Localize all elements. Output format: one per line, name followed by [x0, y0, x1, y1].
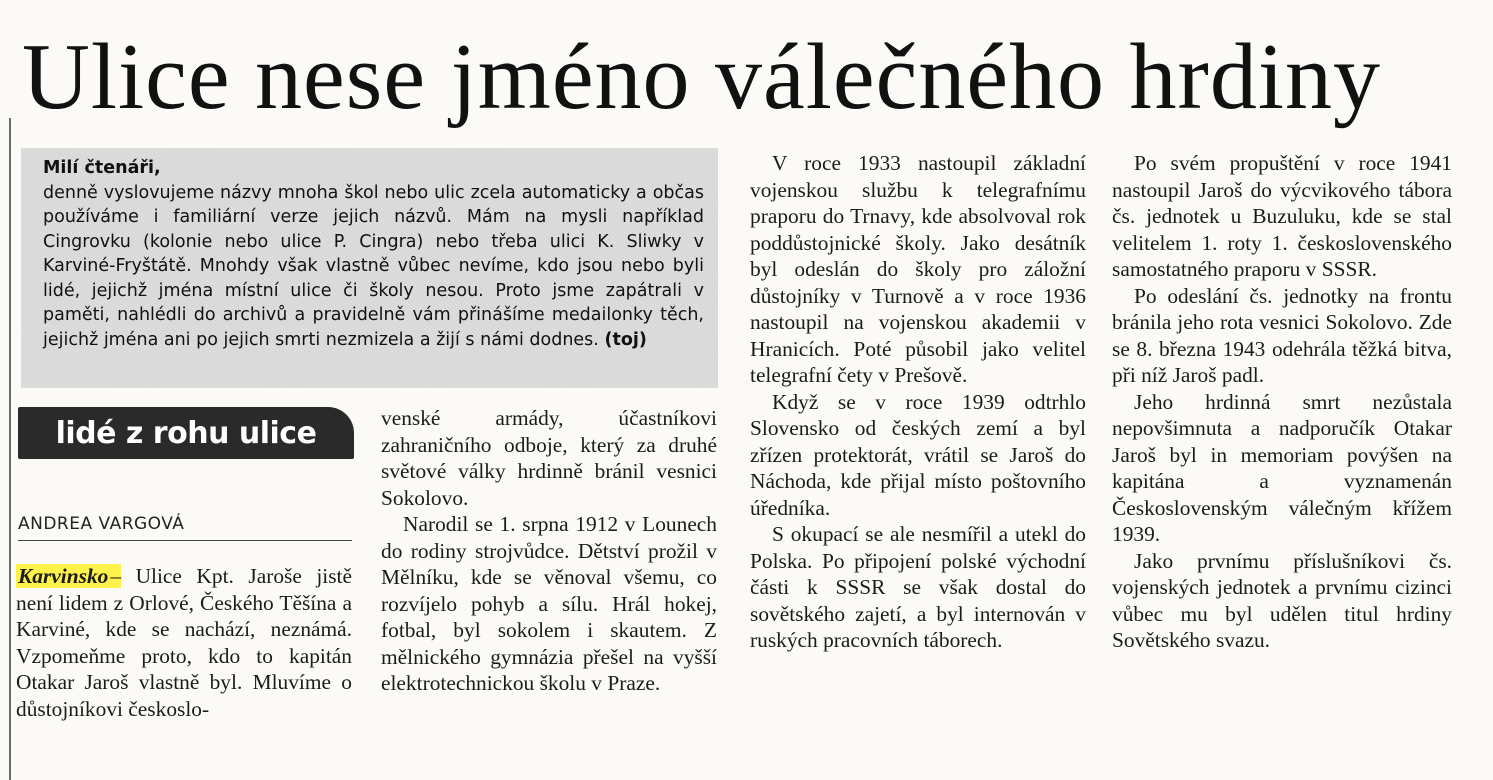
- byline: ANDREA VARGOVÁ: [18, 514, 185, 534]
- paragraph-sokolovo: Po odeslání čs. jednotky na frontu bránila jeho rota vesnici Sokolovo. Zde se 8. března 1943 odehrála těžká bitva, při níž Jaroš padl.: [1112, 283, 1452, 387]
- intro-greeting: Milí čtenáři,: [43, 158, 161, 178]
- lead-text-part-1: Ulice Kpt. Jaroše jistě není lidem z Orlové, Českého Těšína a Karviné, kde se nachází, neznámá. Vzpomeňme proto, kdo to kapitán Otakar Jaroš vlastně byl. Mluvíme o důstojníkovi českoslo-: [16, 564, 352, 721]
- headline: Ulice nese jméno válečného hrdiny: [22, 25, 1381, 129]
- paragraph-buzuluk: Po svém propuštění v roce 1941 nastoupil Jaroš do výcvikového tábora čs. jednotek u Buzuluku, kde se stal velitelem 1. roty 1. československého samostatného praporu v SSSR.: [1112, 151, 1452, 281]
- byline-rule: [18, 540, 352, 541]
- intro-signature: (toj): [604, 329, 647, 350]
- intro-body: denně vyslovujeme názvy mnoha škol nebo ulic zcela automaticky a občas používáme i familiární verze jejich názvů. Mám na mysli například Cingrovku (kolonie nebo ulice P. Cingra) nebo třeba ulici K. Sliwky v Karviné-Fryštátě. Mnohdy však vlastně vůbec nevíme, kdo jsou nebo byli lidé, jejichž jména místní ulice či školy nesou. Proto jsme zapátrali v paměti, nahlédli do archivů a pravidelně vám přinášíme medailonky těch, jejichž jména ani po jejich smrti nezmizela a žijí s námi dodnes.: [43, 182, 704, 350]
- intro-box: [21, 148, 718, 388]
- paragraph-occupation: S okupací se ale nesmířil a utekl do Polska. Po připojení polské východní části k SSSR se však dostal do sovětského zajetí, a byl internován v ruských pracovních táborech.: [750, 522, 1086, 652]
- dateline-dash: –: [110, 564, 122, 588]
- article-column-4: [1112, 150, 1452, 654]
- rubric-text: lidé z rohu ulice: [55, 415, 317, 451]
- article-column-1: [16, 563, 352, 722]
- lead-text-part-2: venské armády, účastníkovi zahraničního odboje, který za druhé světové války hrdinně bránil vesnici Sokolovo.: [381, 406, 717, 510]
- lead-paragraph-start: [16, 563, 352, 722]
- paragraph-birth: Narodil se 1. srpna 1912 v Lounech do rodiny strojvůdce. Dětství prožil v Mělníku, kde se věnoval všemu, co rozvíjelo pohyb a sílu. Hrál hokej, fotbal, byl sokolem i skautem. Z mělnického gymnázia přešel na vyšší elektrotechnickou školu v Praze.: [381, 512, 717, 695]
- paragraph-hero-title: Jako prvnímu příslušníkovi čs. vojenských jednotek a prvnímu cizinci vůbec mu byl udělen titul hrdiny Sovětského svazu.: [1112, 548, 1452, 652]
- paragraph-military-service: V roce 1933 nastoupil základní vojenskou službu k telegrafnímu praporu do Trnavy, kde absolvoval rok poddůstojnické školy. Jako desátník byl odeslán do školy pro záložní důstojníky v Turnově a v roce 1936 nastoupil na vojenskou akademii v Hranicích. Poté působil jako velitel telegrafní čety v Prešově.: [750, 151, 1086, 387]
- article-column-3: [750, 150, 1086, 654]
- dateline-highlight: Karvinsko: [18, 564, 109, 588]
- rubric-label: [18, 407, 354, 459]
- article-column-2: [381, 405, 717, 697]
- paragraph-honors: Jeho hrdinná smrt nezůstala nepovšimnuta a nadporučík Otakar Jaroš byl in memoriam povýšen na kapitána a vyznamenán Československým válečným křížem 1939.: [1112, 389, 1452, 546]
- paragraph-return-nachod: Když se v roce 1939 odtrhlo Slovensko od českých zemí a byl zřízen protektorát, vrátil se Jaroš do Náchoda, kde přijal místo poštovního úředníka.: [750, 389, 1086, 520]
- page-edge-line: [9, 118, 11, 780]
- intro-text: [43, 181, 704, 353]
